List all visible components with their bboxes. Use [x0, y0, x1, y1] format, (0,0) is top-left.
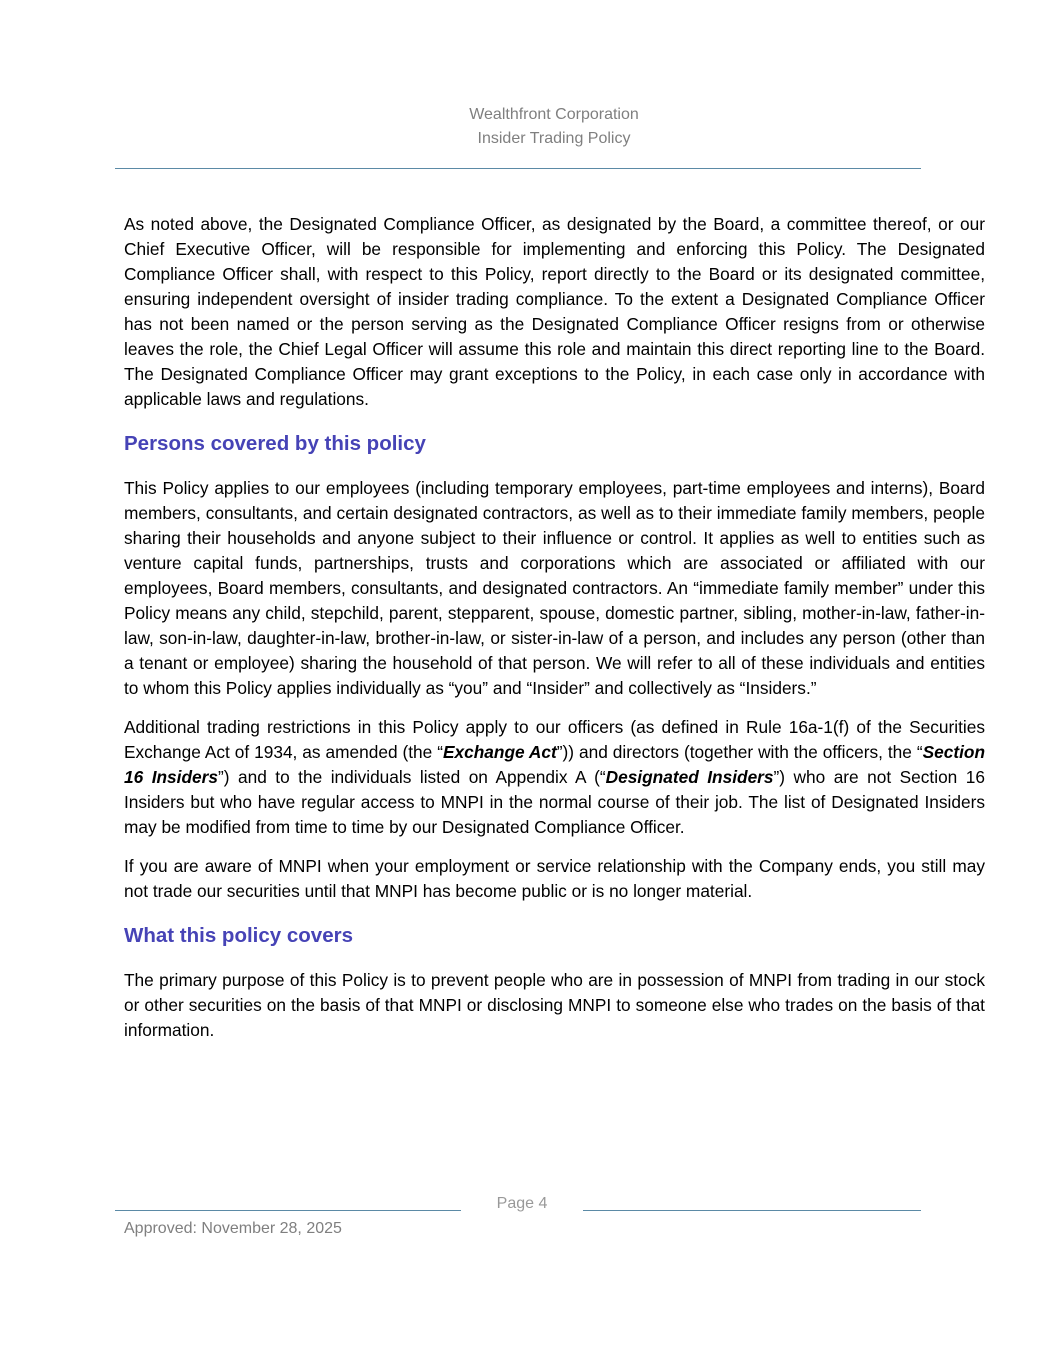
defined-term-section-16-insiders: Section 16 Insiders	[124, 742, 985, 787]
what-covers-paragraph: The primary purpose of this Policy is to prevent people who are in possession of MNPI from trading in our stock or other securities on the basis of that MNPI or disclosing MNPI to someone else who trades on the basis of that information.	[124, 970, 985, 1040]
persons-covered-paragraph-3: If you are aware of MNPI when your employment or service relationship with the Company ends, you still may not trade our securities until that MNPI has become public or is no longer material.	[124, 856, 985, 901]
header-divider	[115, 168, 921, 169]
header-document-title: Insider Trading Policy	[477, 130, 631, 147]
intro-paragraph: As noted above, the Designated Compliance Officer, as designated by the Board, a committee thereof, or our Chief Executive Officer, will be responsible for implementing and enforcing this Policy. The Designated Compliance Officer shall, with respect to this Policy, report directly to the Board or its designated committee, ensuring independent oversight of insider trading compliance. To the extent a Designated Compliance Officer has not been named or the person serving as the Designated Compliance Officer resigns from or otherwise leaves the role, the Chief Legal Officer will assume this role and maintain this direct reporting line to the Board. The Designated Compliance Officer may grant exceptions to the Policy, in each case only in accordance with applicable laws and regulations.	[124, 214, 985, 409]
defined-term-designated-insiders: Designated Insiders	[605, 767, 774, 787]
header-company: Wealthfront Corporation	[469, 106, 639, 123]
footer-divider-right	[583, 1210, 921, 1211]
section-heading-what-policy-covers: What this policy covers	[124, 924, 353, 947]
approved-date: Approved: November 28, 2025	[124, 1220, 342, 1237]
document-body	[124, 212, 985, 1057]
page-header	[0, 103, 1055, 151]
persons-covered-paragraph-1: This Policy applies to our employees (including temporary employees, part-time employees and interns), Board members, consultants, and certain designated contractors, as well as to their immediate family members, people sharing their households and anyone subject to their influence or control. It applies as well to entities such as venture capital funds, partnerships, trusts and corporations which are associated or affiliated with our employees, Board members, consultants, and designated contractors. An “immediate family member” under this Policy means any child, stepchild, parent, stepparent, spouse, domestic partner, sibling, mother-in-law, father-in-law, son-in-law, daughter-in-law, brother-in-law, or sister-in-law of a person, and includes any person (other than a tenant or employee) sharing the household of that person. We will refer to all of these individuals and entities to whom this Policy applies individually as “you” and “Insider” and collectively as “Insiders.”	[124, 478, 985, 698]
footer-divider-left	[115, 1210, 461, 1211]
defined-term-exchange-act: Exchange Act	[442, 742, 557, 762]
text-run: ”) who are not Section 16 Insiders but who have regular access to MNPI in the normal course of their job. The list of Designated Insiders may be modified from time to time by our Designated Compliance Officer.	[124, 767, 985, 837]
persons-covered-paragraph-2	[124, 715, 985, 840]
text-run: Additional trading restrictions in this Policy apply to our officers (as defined in Rule 16a-1(f) of the Securities Exchange Act of 1934, as amended (the “	[124, 717, 985, 762]
text-run: ”) and to the individuals listed on Appendix A (“	[217, 767, 606, 787]
page-number: Page 4	[496, 1195, 548, 1212]
section-heading-persons-covered: Persons covered by this policy	[124, 432, 426, 455]
text-run: ”)) and directors (together with the officers, the “	[556, 742, 923, 762]
